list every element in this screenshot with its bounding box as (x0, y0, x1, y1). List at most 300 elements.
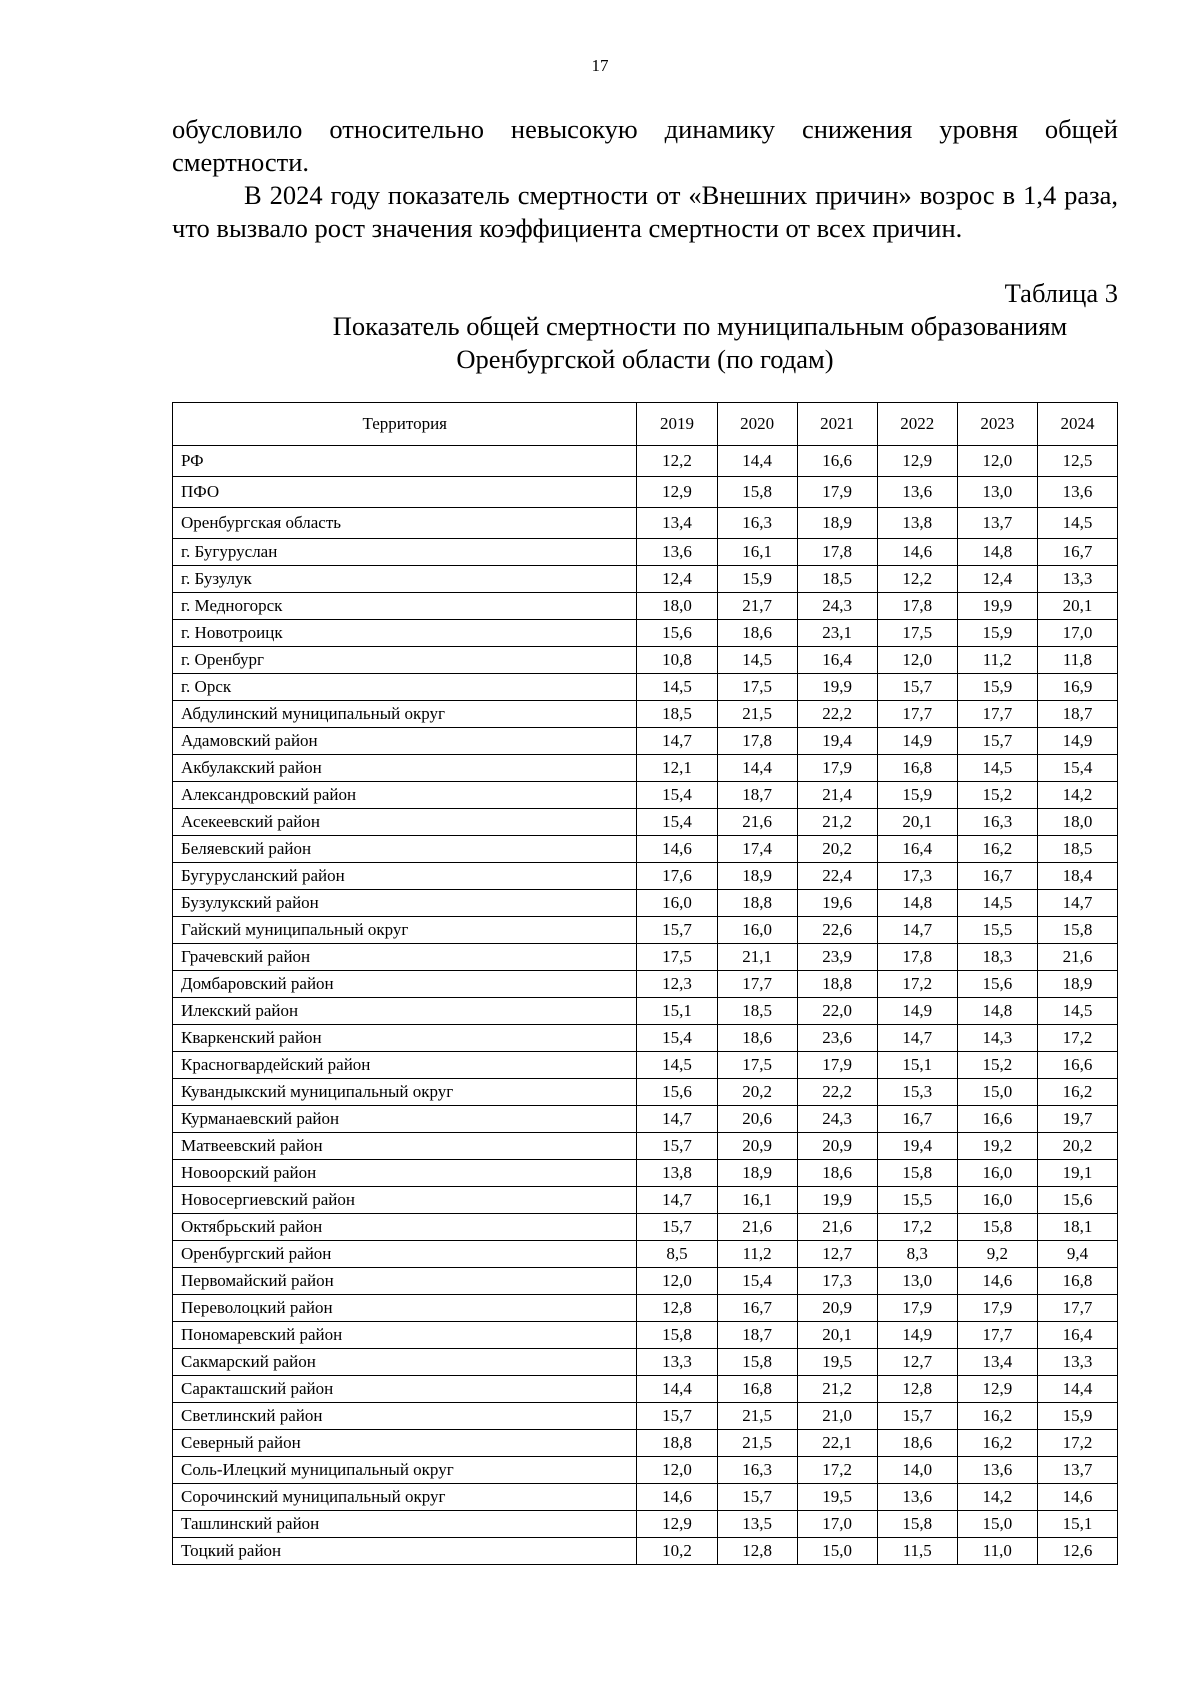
territory-name-cell: Соль-Илецкий муниципальный округ (173, 1457, 637, 1484)
territory-name-cell: Александровский район (173, 782, 637, 809)
mortality-value-cell: 16,8 (877, 755, 957, 782)
mortality-value-cell: 11,8 (1037, 647, 1117, 674)
mortality-value-cell: 16,7 (717, 1295, 797, 1322)
mortality-value-cell: 12,9 (957, 1376, 1037, 1403)
mortality-value-cell: 23,1 (797, 620, 877, 647)
mortality-value-cell: 17,2 (877, 971, 957, 998)
table-row (173, 971, 1118, 998)
mortality-value-cell: 20,2 (797, 836, 877, 863)
mortality-value-cell: 18,6 (877, 1430, 957, 1457)
mortality-value-cell: 15,8 (877, 1511, 957, 1538)
mortality-value-cell: 17,8 (717, 728, 797, 755)
table-row (173, 755, 1118, 782)
mortality-value-cell: 21,7 (717, 593, 797, 620)
table-row (173, 539, 1118, 566)
body-text (172, 113, 1118, 245)
mortality-value-cell: 12,2 (637, 446, 717, 477)
mortality-value-cell: 16,3 (717, 508, 797, 539)
mortality-value-cell: 21,6 (717, 1214, 797, 1241)
mortality-value-cell: 13,4 (637, 508, 717, 539)
mortality-value-cell: 10,2 (637, 1538, 717, 1565)
mortality-value-cell: 14,5 (957, 890, 1037, 917)
mortality-value-cell: 17,5 (717, 1052, 797, 1079)
mortality-value-cell: 20,1 (877, 809, 957, 836)
mortality-value-cell: 17,0 (797, 1511, 877, 1538)
mortality-value-cell: 17,2 (797, 1457, 877, 1484)
territory-name-cell: Новосергиевский район (173, 1187, 637, 1214)
mortality-value-cell: 9,4 (1037, 1241, 1117, 1268)
mortality-value-cell: 16,0 (957, 1187, 1037, 1214)
mortality-value-cell: 19,2 (957, 1133, 1037, 1160)
mortality-value-cell: 18,1 (1037, 1214, 1117, 1241)
mortality-value-cell: 14,2 (1037, 782, 1117, 809)
table-row (173, 620, 1118, 647)
mortality-value-cell: 16,1 (717, 1187, 797, 1214)
mortality-value-cell: 14,8 (877, 890, 957, 917)
territory-name-cell: Сакмарский район (173, 1349, 637, 1376)
table-row (173, 477, 1118, 508)
territory-name-cell: Бузулукский район (173, 890, 637, 917)
mortality-value-cell: 11,5 (877, 1538, 957, 1565)
mortality-value-cell: 18,6 (797, 1160, 877, 1187)
paragraph-1: обусловило относительно невысокую динамику снижения уровня общей смертности. (172, 114, 1118, 177)
mortality-value-cell: 12,0 (957, 446, 1037, 477)
territory-name-cell: РФ (173, 446, 637, 477)
mortality-value-cell: 14,4 (637, 1376, 717, 1403)
mortality-value-cell: 13,6 (957, 1457, 1037, 1484)
mortality-value-cell: 19,9 (797, 674, 877, 701)
mortality-value-cell: 16,4 (797, 647, 877, 674)
table-row (173, 1214, 1118, 1241)
mortality-value-cell: 16,7 (1037, 539, 1117, 566)
mortality-value-cell: 18,9 (717, 1160, 797, 1187)
mortality-value-cell: 16,6 (797, 446, 877, 477)
mortality-value-cell: 13,3 (637, 1349, 717, 1376)
mortality-value-cell: 12,7 (877, 1349, 957, 1376)
mortality-value-cell: 21,5 (717, 1403, 797, 1430)
mortality-value-cell: 14,6 (1037, 1484, 1117, 1511)
territory-name-cell: Светлинский район (173, 1403, 637, 1430)
territory-name-cell: г. Медногорск (173, 593, 637, 620)
mortality-value-cell: 18,7 (717, 782, 797, 809)
mortality-value-cell: 12,8 (717, 1538, 797, 1565)
mortality-value-cell: 14,7 (637, 1187, 717, 1214)
mortality-value-cell: 16,8 (1037, 1268, 1117, 1295)
territory-name-cell: Кувандыкский муниципальный округ (173, 1079, 637, 1106)
column-header-year: 2023 (957, 403, 1037, 446)
mortality-value-cell: 18,5 (637, 701, 717, 728)
mortality-value-cell: 18,0 (1037, 809, 1117, 836)
mortality-value-cell: 19,1 (1037, 1160, 1117, 1187)
mortality-value-cell: 18,9 (797, 508, 877, 539)
territory-name-cell: Северный район (173, 1430, 637, 1457)
mortality-value-cell: 18,8 (797, 971, 877, 998)
mortality-value-cell: 19,7 (1037, 1106, 1117, 1133)
mortality-value-cell: 15,1 (877, 1052, 957, 1079)
territory-name-cell: Октябрьский район (173, 1214, 637, 1241)
mortality-value-cell: 14,4 (717, 446, 797, 477)
mortality-value-cell: 17,2 (1037, 1025, 1117, 1052)
mortality-value-cell: 14,5 (717, 647, 797, 674)
mortality-value-cell: 21,6 (1037, 944, 1117, 971)
mortality-value-cell: 16,0 (957, 1160, 1037, 1187)
mortality-value-cell: 17,9 (797, 477, 877, 508)
mortality-value-cell: 15,7 (637, 1403, 717, 1430)
mortality-value-cell: 17,7 (1037, 1295, 1117, 1322)
mortality-value-cell: 13,4 (957, 1349, 1037, 1376)
territory-name-cell: Первомайский район (173, 1268, 637, 1295)
table-row (173, 917, 1118, 944)
mortality-value-cell: 16,4 (1037, 1322, 1117, 1349)
mortality-value-cell: 14,6 (637, 1484, 717, 1511)
mortality-value-cell: 20,9 (797, 1133, 877, 1160)
mortality-value-cell: 19,9 (957, 593, 1037, 620)
mortality-value-cell: 17,2 (1037, 1430, 1117, 1457)
mortality-value-cell: 21,1 (717, 944, 797, 971)
mortality-value-cell: 15,9 (717, 566, 797, 593)
mortality-value-cell: 12,8 (637, 1295, 717, 1322)
mortality-value-cell: 15,8 (877, 1160, 957, 1187)
table-row (173, 1241, 1118, 1268)
table-row (173, 1403, 1118, 1430)
mortality-value-cell: 13,6 (1037, 477, 1117, 508)
table-row (173, 1538, 1118, 1565)
territory-name-cell: г. Бузулук (173, 566, 637, 593)
mortality-value-cell: 22,0 (797, 998, 877, 1025)
mortality-value-cell: 18,5 (797, 566, 877, 593)
mortality-value-cell: 14,5 (637, 674, 717, 701)
table-row (173, 1106, 1118, 1133)
mortality-value-cell: 18,7 (717, 1322, 797, 1349)
mortality-value-cell: 16,2 (957, 836, 1037, 863)
mortality-value-cell: 14,9 (877, 1322, 957, 1349)
territory-name-cell: Переволоцкий район (173, 1295, 637, 1322)
mortality-value-cell: 12,1 (637, 755, 717, 782)
mortality-value-cell: 18,3 (957, 944, 1037, 971)
mortality-value-cell: 15,8 (717, 477, 797, 508)
territory-name-cell: Кваркенский район (173, 1025, 637, 1052)
mortality-value-cell: 15,7 (637, 917, 717, 944)
mortality-value-cell: 8,3 (877, 1241, 957, 1268)
table-row (173, 1322, 1118, 1349)
table-row (173, 863, 1118, 890)
table-row (173, 890, 1118, 917)
mortality-value-cell: 21,6 (717, 809, 797, 836)
mortality-value-cell: 17,0 (1037, 620, 1117, 647)
mortality-value-cell: 19,9 (797, 1187, 877, 1214)
mortality-value-cell: 17,7 (957, 1322, 1037, 1349)
mortality-value-cell: 15,4 (637, 1025, 717, 1052)
mortality-value-cell: 15,8 (1037, 917, 1117, 944)
table-row (173, 1457, 1118, 1484)
mortality-value-cell: 14,9 (1037, 728, 1117, 755)
mortality-value-cell: 17,4 (717, 836, 797, 863)
mortality-value-cell: 12,8 (877, 1376, 957, 1403)
mortality-value-cell: 17,7 (877, 701, 957, 728)
mortality-value-cell: 12,2 (877, 566, 957, 593)
mortality-value-cell: 13,3 (1037, 566, 1117, 593)
page-number: 17 (591, 56, 609, 75)
mortality-value-cell: 13,3 (1037, 1349, 1117, 1376)
mortality-value-cell: 17,3 (877, 863, 957, 890)
mortality-value-cell: 17,8 (877, 944, 957, 971)
mortality-value-cell: 15,4 (1037, 755, 1117, 782)
mortality-value-cell: 14,7 (637, 1106, 717, 1133)
mortality-value-cell: 14,5 (1037, 998, 1117, 1025)
mortality-value-cell: 12,0 (637, 1457, 717, 1484)
territory-name-cell: Беляевский район (173, 836, 637, 863)
mortality-value-cell: 14,8 (957, 998, 1037, 1025)
mortality-value-cell: 9,2 (957, 1241, 1037, 1268)
mortality-value-cell: 17,9 (797, 1052, 877, 1079)
territory-name-cell: Пономаревский район (173, 1322, 637, 1349)
table-row (173, 1187, 1118, 1214)
mortality-value-cell: 17,8 (797, 539, 877, 566)
mortality-value-cell: 15,0 (957, 1511, 1037, 1538)
table-title-line-1: Показатель общей смертности по муниципальным образованиям (332, 311, 1068, 341)
table-row (173, 809, 1118, 836)
territory-name-cell: Домбаровский район (173, 971, 637, 998)
mortality-value-cell: 19,5 (797, 1349, 877, 1376)
mortality-value-cell: 11,0 (957, 1538, 1037, 1565)
table-row (173, 998, 1118, 1025)
mortality-value-cell: 15,0 (797, 1538, 877, 1565)
mortality-value-cell: 18,9 (717, 863, 797, 890)
mortality-table (172, 402, 1118, 1565)
mortality-value-cell: 15,5 (877, 1187, 957, 1214)
territory-name-cell: Адамовский район (173, 728, 637, 755)
territory-name-cell: ПФО (173, 477, 637, 508)
column-header-year: 2022 (877, 403, 957, 446)
mortality-value-cell: 17,3 (797, 1268, 877, 1295)
column-header-year: 2020 (717, 403, 797, 446)
mortality-value-cell: 18,0 (637, 593, 717, 620)
mortality-value-cell: 19,5 (797, 1484, 877, 1511)
mortality-value-cell: 16,3 (717, 1457, 797, 1484)
mortality-value-cell: 12,0 (877, 647, 957, 674)
mortality-value-cell: 20,1 (797, 1322, 877, 1349)
mortality-value-cell: 24,3 (797, 593, 877, 620)
table-row (173, 1133, 1118, 1160)
mortality-value-cell: 17,7 (957, 701, 1037, 728)
mortality-value-cell: 15,2 (957, 1052, 1037, 1079)
paragraph-2: В 2024 году показатель смертности от «Внешних причин» возрос в 1,4 раза, что вызвало рост значения коэффициента смертности от всех причин. (172, 180, 1118, 243)
mortality-value-cell: 12,4 (957, 566, 1037, 593)
mortality-value-cell: 18,8 (637, 1430, 717, 1457)
mortality-value-cell: 15,7 (877, 674, 957, 701)
mortality-value-cell: 13,7 (957, 508, 1037, 539)
table-row (173, 674, 1118, 701)
mortality-value-cell: 18,5 (717, 998, 797, 1025)
mortality-value-cell: 20,2 (717, 1079, 797, 1106)
mortality-value-cell: 16,0 (717, 917, 797, 944)
column-header-territory: Территория (173, 403, 637, 446)
table-header-row (173, 403, 1118, 446)
table-row (173, 1268, 1118, 1295)
table-row (173, 1484, 1118, 1511)
mortality-value-cell: 21,2 (797, 1376, 877, 1403)
mortality-value-cell: 19,4 (797, 728, 877, 755)
mortality-value-cell: 13,0 (877, 1268, 957, 1295)
mortality-value-cell: 16,8 (717, 1376, 797, 1403)
mortality-value-cell: 13,0 (957, 477, 1037, 508)
mortality-value-cell: 15,6 (637, 620, 717, 647)
mortality-value-cell: 22,6 (797, 917, 877, 944)
table-label: Таблица 3 (1004, 278, 1118, 308)
mortality-value-cell: 23,9 (797, 944, 877, 971)
table-row (173, 508, 1118, 539)
mortality-value-cell: 12,0 (637, 1268, 717, 1295)
mortality-value-cell: 15,9 (1037, 1403, 1117, 1430)
mortality-value-cell: 21,4 (797, 782, 877, 809)
table-title (172, 310, 1118, 376)
mortality-value-cell: 14,9 (877, 998, 957, 1025)
mortality-value-cell: 12,5 (1037, 446, 1117, 477)
table-row (173, 728, 1118, 755)
table-row (173, 782, 1118, 809)
mortality-value-cell: 12,9 (637, 1511, 717, 1538)
territory-name-cell: Оренбургская область (173, 508, 637, 539)
mortality-value-cell: 16,2 (957, 1403, 1037, 1430)
mortality-value-cell: 14,5 (637, 1052, 717, 1079)
mortality-value-cell: 11,2 (957, 647, 1037, 674)
mortality-value-cell: 13,8 (637, 1160, 717, 1187)
mortality-value-cell: 13,6 (637, 539, 717, 566)
mortality-value-cell: 21,5 (717, 1430, 797, 1457)
mortality-value-cell: 17,7 (717, 971, 797, 998)
territory-name-cell: г. Орск (173, 674, 637, 701)
territory-name-cell: Асекеевский район (173, 809, 637, 836)
mortality-value-cell: 21,2 (797, 809, 877, 836)
mortality-value-cell: 19,4 (877, 1133, 957, 1160)
mortality-value-cell: 20,6 (717, 1106, 797, 1133)
mortality-value-cell: 22,2 (797, 701, 877, 728)
mortality-value-cell: 14,0 (877, 1457, 957, 1484)
territory-name-cell: Сорочинский муниципальный округ (173, 1484, 637, 1511)
mortality-value-cell: 23,6 (797, 1025, 877, 1052)
mortality-value-cell: 15,7 (957, 728, 1037, 755)
mortality-value-cell: 18,8 (717, 890, 797, 917)
table-row (173, 701, 1118, 728)
territory-name-cell: Грачевский район (173, 944, 637, 971)
territory-name-cell: Саракташский район (173, 1376, 637, 1403)
mortality-value-cell: 11,2 (717, 1241, 797, 1268)
territory-name-cell: Ташлинский район (173, 1511, 637, 1538)
mortality-value-cell: 22,2 (797, 1079, 877, 1106)
table-row (173, 1511, 1118, 1538)
mortality-value-cell: 15,6 (957, 971, 1037, 998)
territory-name-cell: г. Оренбург (173, 647, 637, 674)
mortality-value-cell: 19,6 (797, 890, 877, 917)
mortality-value-cell: 15,9 (877, 782, 957, 809)
mortality-value-cell: 15,9 (957, 620, 1037, 647)
mortality-value-cell: 12,9 (637, 477, 717, 508)
mortality-value-cell: 12,9 (877, 446, 957, 477)
column-header-year: 2024 (1037, 403, 1117, 446)
table-row (173, 944, 1118, 971)
table-title-line-2: Оренбургской области (по годам) (456, 344, 834, 374)
mortality-value-cell: 16,2 (1037, 1079, 1117, 1106)
column-header-year: 2019 (637, 403, 717, 446)
mortality-value-cell: 20,9 (717, 1133, 797, 1160)
mortality-value-cell: 15,1 (637, 998, 717, 1025)
mortality-value-cell: 17,6 (637, 863, 717, 890)
mortality-value-cell: 15,4 (637, 809, 717, 836)
mortality-value-cell: 16,6 (1037, 1052, 1117, 1079)
mortality-value-cell: 16,9 (1037, 674, 1117, 701)
mortality-value-cell: 17,9 (957, 1295, 1037, 1322)
mortality-value-cell: 14,3 (957, 1025, 1037, 1052)
mortality-value-cell: 14,7 (877, 917, 957, 944)
table-row (173, 446, 1118, 477)
mortality-value-cell: 14,7 (1037, 890, 1117, 917)
mortality-value-cell: 12,6 (1037, 1538, 1117, 1565)
mortality-value-cell: 16,6 (957, 1106, 1037, 1133)
mortality-value-cell: 12,4 (637, 566, 717, 593)
table-row (173, 1349, 1118, 1376)
territory-name-cell: Абдулинский муниципальный округ (173, 701, 637, 728)
mortality-value-cell: 13,7 (1037, 1457, 1117, 1484)
mortality-value-cell: 17,9 (877, 1295, 957, 1322)
table-row (173, 1052, 1118, 1079)
mortality-value-cell: 15,7 (637, 1214, 717, 1241)
table-row (173, 566, 1118, 593)
mortality-value-cell: 13,5 (717, 1511, 797, 1538)
territory-name-cell: Гайский муниципальный округ (173, 917, 637, 944)
mortality-value-cell: 8,5 (637, 1241, 717, 1268)
mortality-value-cell: 22,1 (797, 1430, 877, 1457)
mortality-value-cell: 20,2 (1037, 1133, 1117, 1160)
mortality-value-cell: 15,2 (957, 782, 1037, 809)
mortality-value-cell: 17,2 (877, 1214, 957, 1241)
mortality-value-cell: 15,9 (957, 674, 1037, 701)
mortality-value-cell: 15,8 (717, 1349, 797, 1376)
mortality-value-cell: 14,6 (877, 539, 957, 566)
mortality-value-cell: 18,4 (1037, 863, 1117, 890)
table-row (173, 1295, 1118, 1322)
mortality-value-cell: 15,1 (1037, 1511, 1117, 1538)
territory-name-cell: Новоорский район (173, 1160, 637, 1187)
mortality-value-cell: 15,4 (637, 782, 717, 809)
territory-name-cell: Илекский район (173, 998, 637, 1025)
mortality-value-cell: 12,3 (637, 971, 717, 998)
mortality-value-cell: 15,7 (637, 1133, 717, 1160)
mortality-value-cell: 16,7 (877, 1106, 957, 1133)
mortality-value-cell: 10,8 (637, 647, 717, 674)
mortality-value-cell: 18,6 (717, 1025, 797, 1052)
mortality-value-cell: 17,5 (637, 944, 717, 971)
mortality-value-cell: 12,7 (797, 1241, 877, 1268)
mortality-value-cell: 17,5 (717, 674, 797, 701)
mortality-value-cell: 21,0 (797, 1403, 877, 1430)
mortality-value-cell: 24,3 (797, 1106, 877, 1133)
territory-name-cell: г. Новотроицк (173, 620, 637, 647)
mortality-value-cell: 14,7 (877, 1025, 957, 1052)
mortality-value-cell: 15,5 (957, 917, 1037, 944)
mortality-value-cell: 15,6 (1037, 1187, 1117, 1214)
mortality-value-cell: 15,7 (877, 1403, 957, 1430)
mortality-value-cell: 20,9 (797, 1295, 877, 1322)
mortality-value-cell: 16,4 (877, 836, 957, 863)
mortality-value-cell: 17,8 (877, 593, 957, 620)
table-row (173, 836, 1118, 863)
mortality-value-cell: 13,6 (877, 477, 957, 508)
mortality-value-cell: 14,6 (637, 836, 717, 863)
mortality-value-cell: 14,4 (1037, 1376, 1117, 1403)
mortality-value-cell: 16,0 (637, 890, 717, 917)
territory-name-cell: Бугурусланский район (173, 863, 637, 890)
territory-name-cell: Оренбургский район (173, 1241, 637, 1268)
